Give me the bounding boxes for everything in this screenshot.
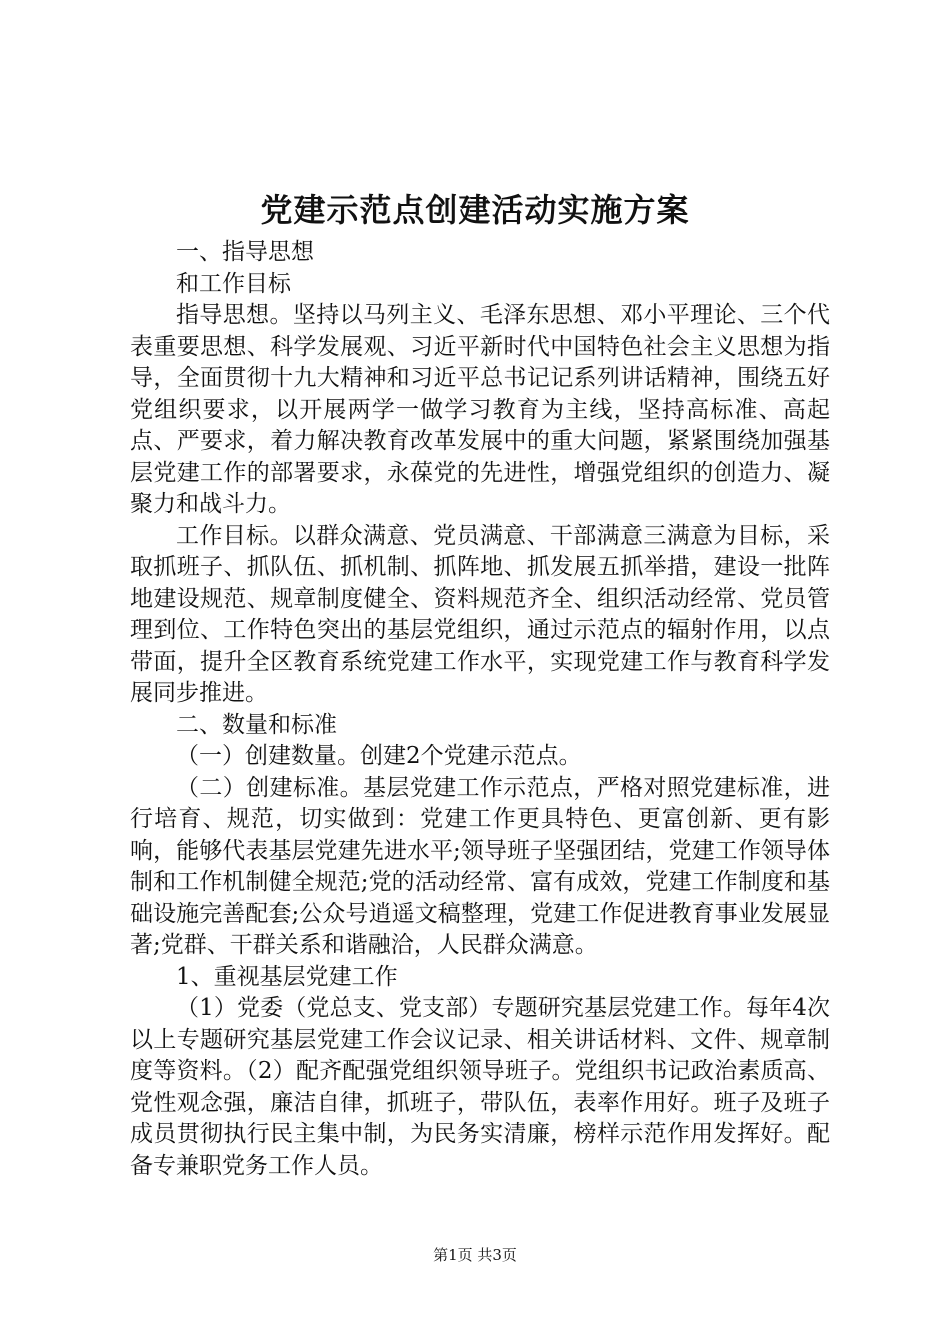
document-body	[130, 237, 830, 1182]
paragraph-work-goal: 工作目标。以群众满意、党员满意、干部满意三满意为目标，采取抓班子、抓队伍、抓机制、抓阵地、抓发展五抓举措，建设一批阵地建设规范、规章制度健全、资料规范齐全、组织活动经常、党员管理到位、工作特色突出的基层党组织，通过示范点的辐射作用，以点带面，提升全区教育系统党建工作水平，实现党建工作与教育科学发展同步推进。	[130, 522, 830, 706]
paragraph-guiding-thought: 指导思想。坚持以马列主义、毛泽东思想、邓小平理论、三个代表重要思想、科学发展观、习近平新时代中国特色社会主义思想为指导，全面贯彻十九大精神和习近平总书记记系列讲话精神，围绕五好党组织要求，以开展两学一做学习教育为主线，坚持高标准、高起点、严要求，着力解决教育改革发展中的重大问题，紧紧围绕加强基层党建工作的部署要求，永葆党的先进性，增强党组织的创造力、凝聚力和战斗力。	[130, 302, 830, 517]
section-heading-guiding-thought: 一、指导思想	[176, 239, 314, 265]
document-title: 党建示范点创建活动实施方案	[260, 191, 690, 229]
section-heading-quantity-standard: 二、数量和标准	[176, 711, 337, 738]
paragraph-committee-research: （1）党委（党总支、党支部）专题研究基层党建工作。每年4次以上专题研究基层党建工作会议记录、相关讲话材料、文件、规章制度等资料。（2）配齐配强党组织领导班子。党组织书记政治素质高、党性观念强，廉洁自律，抓班子，带队伍，表率作用好。班子及班子成员贯彻执行民主集中制，为民务实清廉，榜样示范作用发挥好。配备专兼职党务工作人员。	[130, 995, 830, 1179]
paragraph-creation-quantity: （一）创建数量。创建2个党建示范点。	[176, 743, 582, 769]
page-number: 第1页 共3页	[433, 1246, 517, 1264]
section-heading-continuation: 和工作目标	[176, 270, 291, 297]
paragraph-creation-standard: （二）创建标准。基层党建工作示范点，严格对照党建标准，进行培育、规范，切实做到：党建工作更具特色、更富创新、更有影响，能够代表基层党建先进水平;领导班子坚强团结，党建工作领导体制和工作机制健全规范;党的活动经常、富有成效，党建工作制度和基础设施完善配套;公众号逍遥文稿整理，党建工作促进教育事业发展显著;党群、干群关系和谐融洽，人民群众满意。	[130, 774, 830, 958]
subheading-grassroots-work: 1、重视基层党建工作	[176, 963, 398, 990]
